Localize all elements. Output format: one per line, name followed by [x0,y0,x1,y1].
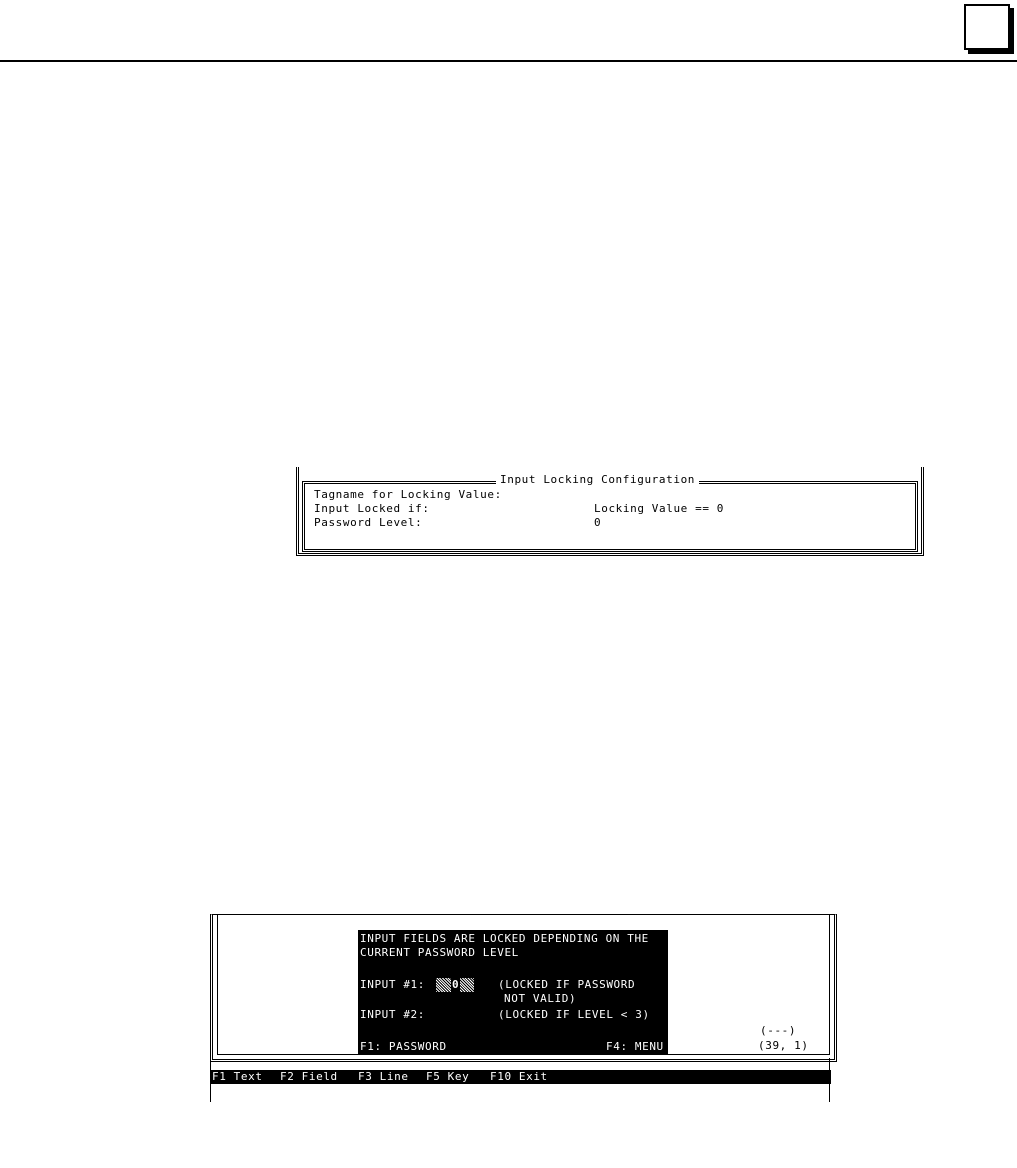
input1-note-line-2: NOT VALID) [504,992,577,1005]
fkey-f1-text[interactable]: F1 Text [212,1070,263,1083]
cursor-position: (39, 1) [758,1039,809,1052]
input1-note-line-1: (LOCKED IF PASSWORD [498,978,636,991]
password-level-label: Password Level: [314,516,423,529]
message-line-2: CURRENT PASSWORD LEVEL [360,946,519,959]
function-key-bar [210,1070,831,1084]
fkey-f2-field[interactable]: F2 Field [280,1070,338,1083]
password-level-value[interactable]: 0 [594,516,602,529]
fkey-f5-key[interactable]: F5 Key [426,1070,470,1083]
input-locked-if-label: Input Locked if: [314,502,430,515]
input1-value: 0 [452,978,460,991]
input1-label: INPUT #1: [360,978,426,991]
runtime-screen [210,914,833,1102]
f1-password-hint[interactable]: F1: PASSWORD [360,1040,447,1053]
fkey-f3-line[interactable]: F3 Line [358,1070,409,1083]
fkey-f10-exit[interactable]: F10 Exit [490,1070,548,1083]
dialog-title: Input Locking Configuration [496,473,699,487]
tagname-label: Tagname for Locking Value: [314,488,502,501]
chapter-box [964,4,1010,50]
f4-menu-hint[interactable]: F4: MENU [606,1040,664,1053]
message-line-1: INPUT FIELDS ARE LOCKED DEPENDING ON THE [360,932,649,945]
message-panel [358,930,668,1054]
input-locked-if-value[interactable]: Locking Value == 0 [594,502,725,515]
status-mode: (---) [760,1024,797,1037]
input2-note: (LOCKED IF LEVEL < 3) [498,1008,650,1021]
input-locking-dialog [296,467,924,556]
input2-field[interactable] [436,1008,486,1022]
input2-label: INPUT #2: [360,1008,426,1021]
input1-field[interactable] [436,978,474,992]
header-rule [0,60,1017,62]
